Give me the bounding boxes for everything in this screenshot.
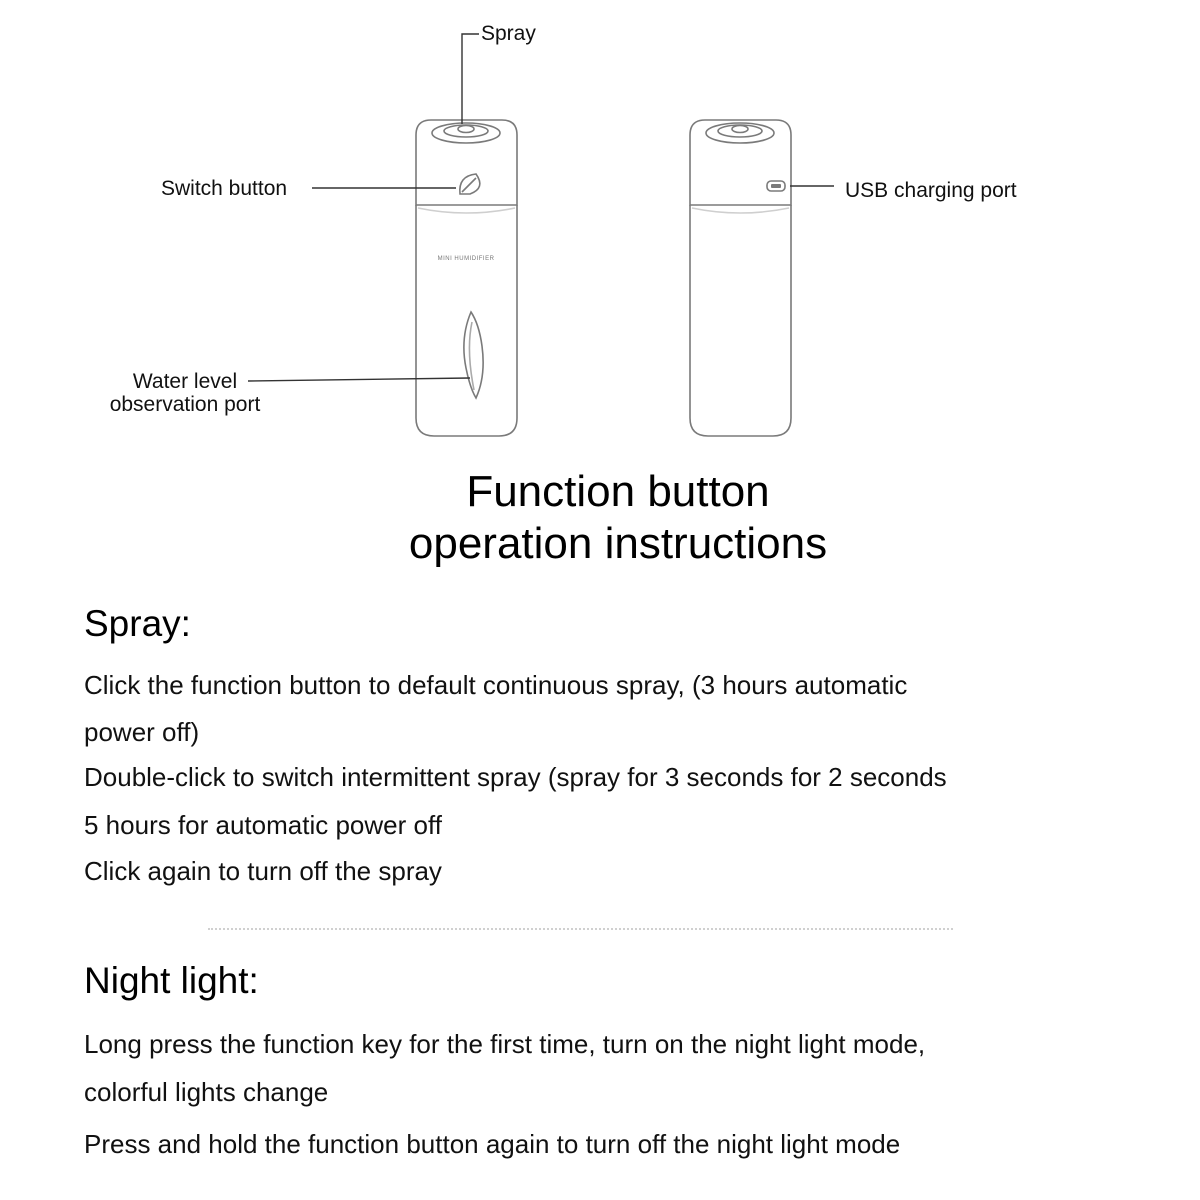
device-label: MINI HUMIDIFIER — [437, 256, 495, 262]
spray-line-3: Double-click to switch intermittent spray (spray for 3 seconds for 2 seconds — [84, 762, 947, 792]
night-light-line-3: Press and hold the function button again to turn off the night light mode — [84, 1129, 901, 1159]
callout-water-level: Water level observation port — [109, 370, 261, 417]
humidifier-back-view — [690, 120, 791, 436]
page-title-line-2: operation instructions — [408, 519, 828, 568]
callout-usb-port: USB charging port — [845, 179, 1017, 202]
page-title — [0, 466, 1200, 570]
spray-line-4: 5 hours for automatic power off — [84, 810, 442, 840]
spray-line-5: Click again to turn off the spray — [84, 856, 442, 886]
page-title-line-1: Function button — [466, 467, 770, 516]
callout-lines — [248, 34, 834, 381]
callout-switch-button: Switch button — [161, 177, 288, 200]
night-light-line-2: colorful lights change — [84, 1077, 329, 1107]
spray-heading: Spray: — [84, 603, 191, 644]
leaf-switch-icon — [460, 174, 480, 194]
night-light-heading: Night light: — [84, 960, 259, 1001]
section-divider — [208, 928, 953, 930]
spray-line-1: Click the function button to default continuous spray, (3 hours automatic — [84, 670, 908, 700]
callout-spray: Spray — [481, 22, 536, 45]
spray-line-2: power off) — [84, 717, 200, 747]
night-light-line-1: Long press the function key for the first time, turn on the night light mode, — [84, 1029, 926, 1059]
humidifier-front-view — [416, 120, 517, 436]
